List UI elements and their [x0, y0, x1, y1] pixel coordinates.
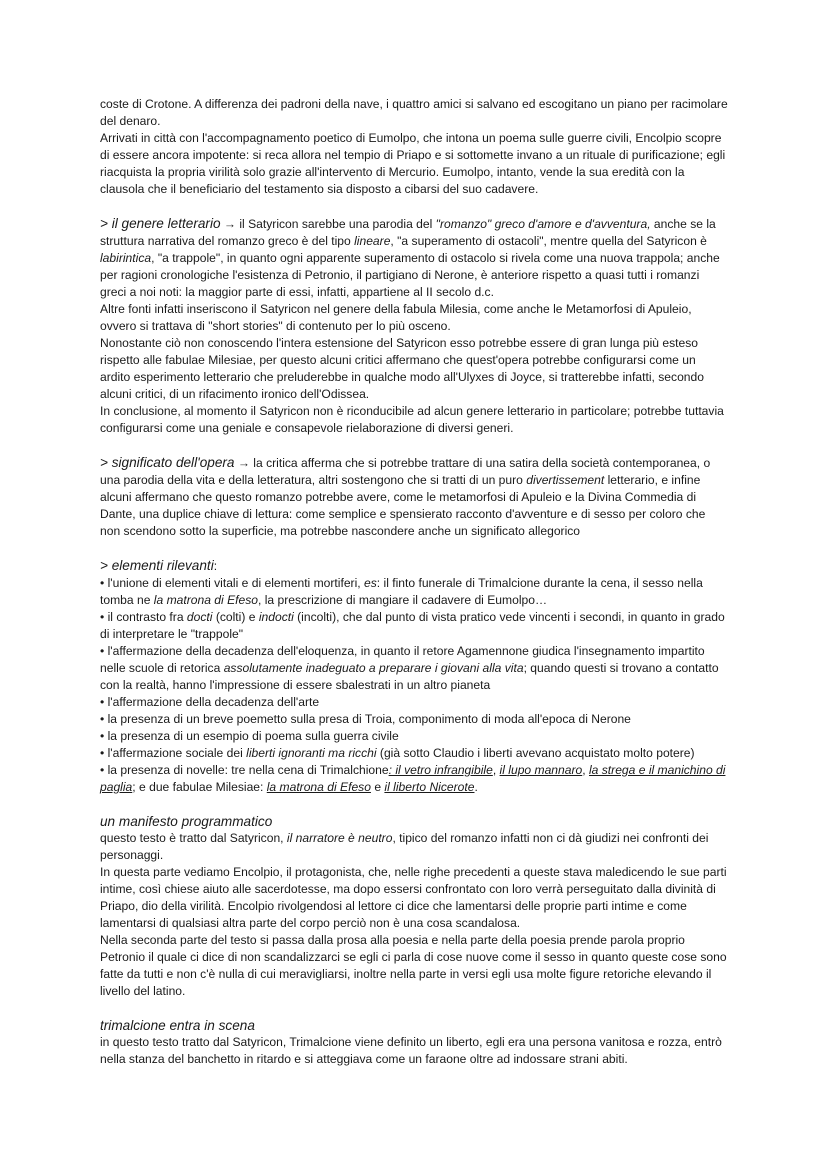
text-run: , tipico del romanzo infatti non ci dà giudizi nei confronti dei personaggi.: [100, 831, 709, 862]
novella-title: il liberto Nicerote: [384, 780, 475, 794]
manifesto-paragraph-1: [100, 830, 728, 864]
manifesto-heading: un manifesto programmatico: [100, 814, 273, 829]
text-run: ,: [492, 763, 500, 777]
text-run: ; e due fabulae Milesiae:: [132, 780, 267, 794]
novella-title: la matrona di Efeso: [266, 780, 371, 794]
text-run: il Satyricon sarebbe una parodia del: [239, 217, 436, 231]
genere-paragraph-3: Nonostante ciò non conoscendo l'intera estensione del Satyricon esso potrebbe essere di gran lunga più esteso rispetto alle fabulae Milesiae, per questo alcuni critici affermano che quest'opera potrebbe configurarsi come un ardito esperimento letterario che preluderebbe in qualche modo all'Ulyxes di Joyce, si tratterebbe infatti, secondo alcuni critici, di un rifacimento ironico dell'Odissea.: [100, 336, 704, 401]
manifesto-paragraph-2: In questa parte vediamo Encolpio, il protagonista, che, nelle righe precedenti a queste stava maledicendo le sue parti intime, così chiese aiuto alle sacerdotesse, ma dopo essersi confrontato con loro verrà perseguitato dalla divinità di Priapo, dio della virilità. Encolpio rivolgendosi al lettore ci dice che lamentarsi delle proprie parti intime e come lamentarsi di qualsiasi altra parte del corpo perciò non è una cosa scandalosa.: [100, 865, 727, 930]
genere-paragraph-4: In conclusione, al momento il Satyricon non è riconducibile ad alcun genere letterario in particolare; potrebbe tuttavia configurarsi come una geniale e consapevole rielaborazione di diversi generi.: [100, 404, 724, 435]
trimalcione-paragraph: in questo testo tratto dal Satyricon, Trimalcione viene definito un liberto, egli era una persona vanitosa e rozza, entrò nella stanza del banchetto in ritardo e si atteggiava come un faraone oltre ad indossare strani abiti.: [100, 1035, 722, 1066]
text-run-italic: divertissement: [526, 473, 605, 487]
significato-heading: > significato dell'opera: [100, 455, 235, 470]
text-run: ; quando questi si trovano a contatto con la realtà, hanno l'impressione di essere sbalestrati in un altro pianeta: [100, 661, 719, 692]
genere-heading: > il genere letterario: [100, 216, 221, 231]
text-run-italic: lineare: [354, 234, 391, 248]
genere-paragraph-1: [100, 215, 728, 301]
manifesto-section: [100, 813, 728, 1000]
list-item: [100, 643, 728, 694]
text-run: , la prescrizione di mangiare il cadavere di Eumolpo…: [258, 593, 548, 607]
text-run: • l'unione di elementi vitali e di elementi mortiferi,: [100, 576, 364, 590]
text-run-italic: assolutamente inadeguato a preparare i giovani alla vita: [223, 661, 524, 675]
text-run: (colti) e: [212, 610, 259, 624]
list-item: • la presenza di un breve poemetto sulla presa di Troia, componimento di moda all'epoca di Nerone: [100, 712, 631, 726]
text-run-italic: docti: [186, 610, 213, 624]
significato-paragraph: [100, 454, 728, 540]
trimalcione-heading: trimalcione entra in scena: [100, 1018, 255, 1033]
elementi-section: [100, 557, 728, 796]
novella-title: : il vetro infrangibile: [388, 763, 493, 777]
text-run: e: [370, 780, 385, 794]
genere-paragraph-2: Altre fonti infatti inseriscono il Satyricon nel genere della fabula Milesia, come anche le Metamorfosi di Apuleio, ovvero si trattava di "short stories" di contenuto per lo più osceno.: [100, 302, 692, 333]
text-run-italic: indocti: [258, 610, 294, 624]
arrow-glyph: →: [220, 217, 240, 231]
text-run: ,: [582, 763, 589, 777]
text-run: .: [474, 780, 478, 794]
text-run-italic: es: [364, 576, 377, 590]
text-run-italic: "romanzo" greco d'amore e d'avventura,: [435, 217, 651, 231]
text-run: : il finto funerale di Trimalcione durante la cena, il sesso nella tomba ne: [100, 576, 703, 607]
text-run-italic: il narratore è neutro: [286, 831, 393, 845]
text-run: questo testo è tratto dal Satyricon,: [100, 831, 287, 845]
elementi-heading: > elementi rilevanti: [100, 558, 214, 573]
arrow-glyph: →: [234, 456, 254, 470]
elementi-heading-line: [100, 557, 728, 575]
intro-paragraph-1: coste di Crotone. A differenza dei padroni della nave, i quattro amici si salvano ed escogitano un piano per racimolare del denaro.: [100, 97, 728, 128]
intro-section: [100, 96, 728, 198]
text-run-italic: la matrona di Efeso: [153, 593, 258, 607]
list-item: [100, 745, 728, 762]
list-item: • la presenza di un esempio di poema sulla guerra civile: [100, 729, 399, 743]
text-run-italic: labirintica: [100, 251, 152, 265]
intro-paragraph-2: Arrivati in città con l'accompagnamento poetico di Eumolpo, che intona un poema sulle guerre civili, Encolpio scopre di essere ancora impotente: si reca allora nel tempio di Priapo e si sottomette invano a un rituale di purificazione; egli riacquista la propria virilità solo grazie all'intervento di Mercurio. Eumolpo, intanto, vende la sua eredità con la clausola che il beneficiario del testamento sia disposto a cibarsi del suo cadavere.: [100, 131, 726, 196]
text-run: • la presenza di novelle: tre nella cena di Trimalchione: [100, 763, 389, 777]
text-run: , "a trappole", in quanto ogni apparente superamento di ostacolo si rivela come una nuova trappola; anche per ragioni cronologiche l'esistenza di Petronio, il partigiano di Nerone, è anteriore rispetto a quasi tutti i romanzi greci a noi noti: la maggior parte di essi, infatti, appartiene al II secolo d.c.: [100, 251, 720, 299]
novella-title: il lupo mannaro: [499, 763, 583, 777]
text-run: la critica afferma che si potrebbe trattare di una satira della società contemporanea, o una parodia della vita e della letteratura, altri sostengono che si tratti di un puro: [100, 456, 711, 487]
list-item: [100, 575, 728, 609]
list-item: • l'affermazione della decadenza dell'arte: [100, 695, 320, 709]
text-run: letterario, e infine alcuni affermano che questo romanzo potrebbe avere, come le metamorfosi di Apuleio e la Divina Commedia di Dante, una duplice chiave di lettura: come semplice e spensierato racconto d'avventure e di sesso per coloro che non scendono sotto la superficie, ma potrebbe nascondere anche un significato allegorico: [100, 473, 706, 538]
text-run: (già sotto Claudio i liberti avevano acquistato molto potere): [376, 746, 695, 760]
genere-letterario-section: [100, 215, 728, 437]
text-run: • l'affermazione sociale dei: [100, 746, 247, 760]
significato-section: [100, 454, 728, 540]
trimalcione-section: [100, 1017, 728, 1068]
text-run: anche se la struttura narrativa del romanzo greco è del tipo: [100, 217, 716, 248]
list-item: [100, 762, 728, 796]
text-run: • il contrasto fra: [100, 610, 187, 624]
text-run: , "a superamento di ostacoli", mentre quella del Satyricon è: [390, 234, 707, 248]
text-run: :: [213, 559, 218, 573]
elementi-list: [100, 575, 728, 796]
text-run: • l'affermazione della decadenza dell'eloquenza, in quanto il retore Agamennone giudica l'insegnamento impartito nelle scuole di retorica: [100, 644, 705, 675]
list-item: [100, 609, 728, 643]
text-run-italic: liberti ignoranti ma ricchi: [246, 746, 377, 760]
novella-title: la strega e il manichino di paglia: [100, 763, 726, 794]
text-run: (incolti), che dal punto di vista pratico vede vincenti i secondi, in quanto in grado di interpretare le "trappole": [100, 610, 725, 641]
manifesto-paragraph-3: Nella seconda parte del testo si passa dalla prosa alla poesia e nella parte della poesia prende parola proprio Petronio il quale ci dice di non scandalizzarci se egli ci parla di cose nuove come il sesso in quanto queste cose sono fatte da tutti e non c'è nulla di cui meravigliarsi, inoltre nella parte in versi egli usa molte figure retoriche elevando il livello del latino.: [100, 933, 727, 998]
